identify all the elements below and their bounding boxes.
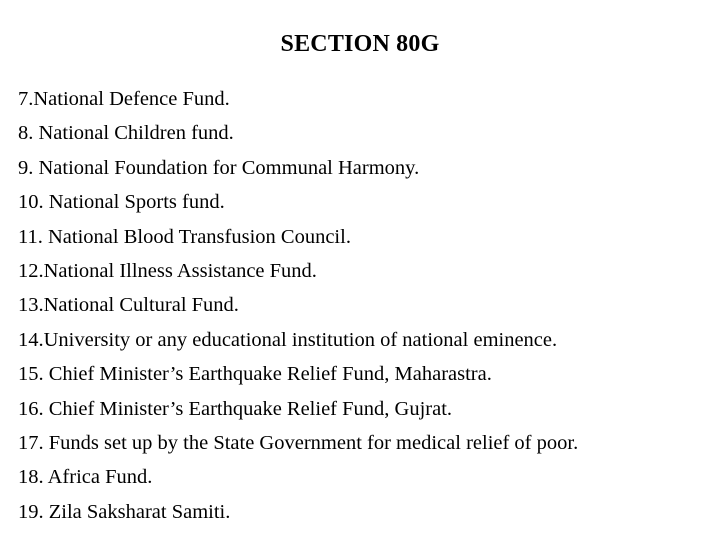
list-item: 13.National Cultural Fund.	[18, 294, 239, 317]
list-item: 19. Zila Saksharat Samiti.	[18, 500, 231, 523]
list-item: 16. Chief Minister’s Earthquake Relief Fund, Gujrat.	[18, 397, 453, 420]
list-item: 7.National Defence Fund.	[18, 88, 230, 110]
list-item: 17. Funds set up by the State Government for medical relief of poor.	[18, 432, 579, 455]
page-title	[0, 28, 720, 60]
list-item: 18. Africa Fund.	[18, 466, 153, 489]
page-title-text: SECTION 80G	[280, 31, 440, 57]
list-item: 8. National Children fund.	[18, 122, 234, 145]
list-item: 12.National Illness Assistance Fund.	[18, 260, 317, 283]
list-item: 9. National Foundation for Communal Harmony.	[18, 156, 420, 179]
list-item: 14.University or any educational institution of national eminence.	[18, 328, 558, 351]
list-item: 11. National Blood Transfusion Council.	[18, 225, 351, 248]
fund-list	[18, 82, 708, 529]
list-item: 10. National Sports fund.	[18, 191, 225, 214]
list-item: 15. Chief Minister’s Earthquake Relief Fund, Maharastra.	[18, 363, 492, 386]
